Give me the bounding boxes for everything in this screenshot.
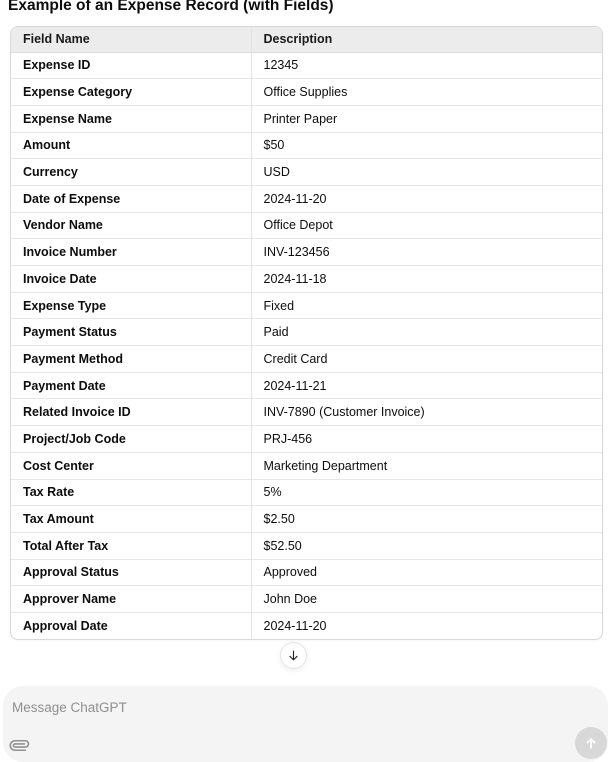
table-row <box>11 559 602 586</box>
arrow-down-icon <box>287 649 300 662</box>
expense-table <box>10 26 603 640</box>
field-name-cell: Approver Name <box>11 586 251 613</box>
col-header-description: Description <box>251 27 602 52</box>
table-row <box>11 52 602 79</box>
col-header-field-name: Field Name <box>11 27 251 52</box>
table-row <box>11 586 602 613</box>
description-cell: Printer Paper <box>251 105 602 132</box>
field-name-cell: Expense Type <box>11 292 251 319</box>
field-name-cell: Expense ID <box>23 58 91 73</box>
table-row <box>11 212 602 239</box>
table-row <box>11 105 602 132</box>
table-row <box>11 506 602 533</box>
description-cell: USD <box>251 159 602 186</box>
description-cell: PRJ-456 <box>251 426 602 453</box>
table-row <box>11 266 602 293</box>
field-name-cell: Vendor Name <box>11 212 251 239</box>
description-cell: 12345 <box>251 52 602 79</box>
arrow-up-icon <box>583 735 599 751</box>
description-cell: $50 <box>251 132 602 159</box>
description-cell: Paid <box>251 319 602 346</box>
message-input[interactable]: Message ChatGPT <box>12 700 127 715</box>
field-name-cell: Related Invoice ID <box>11 399 251 426</box>
table-row <box>11 239 602 266</box>
description-cell: 2024-11-20 <box>251 612 602 639</box>
table-row <box>11 159 602 186</box>
field-name-cell: Expense Category <box>11 79 251 106</box>
field-name-cell: Invoice Number <box>11 239 251 266</box>
table-row <box>11 346 602 373</box>
description-cell: Approved <box>251 559 602 586</box>
field-name-cell: Cost Center <box>11 452 251 479</box>
field-name-cell: Approval Date <box>11 612 251 639</box>
table-row <box>11 79 602 106</box>
table-row <box>11 532 602 559</box>
field-name-cell: Tax Amount <box>11 506 251 533</box>
field-name-cell: Project/Job Code <box>11 426 251 453</box>
table-header-row <box>11 27 602 52</box>
paperclip-icon <box>10 736 29 755</box>
table-row <box>11 612 602 639</box>
description-cell: $2.50 <box>251 506 602 533</box>
table-row <box>11 452 602 479</box>
table-row <box>11 292 602 319</box>
message-composer[interactable] <box>3 686 608 762</box>
field-name-cell: Approval Status <box>11 559 251 586</box>
description-cell: $52.50 <box>251 532 602 559</box>
field-name-cell: Total After Tax <box>11 532 251 559</box>
table-row <box>11 372 602 399</box>
expense-record-table <box>11 27 602 639</box>
table-row <box>11 319 602 346</box>
description-cell: John Doe <box>251 586 602 613</box>
description-cell: Office Supplies <box>251 79 602 106</box>
description-cell: INV-7890 (Customer Invoice) <box>251 399 602 426</box>
description-cell: 2024-11-18 <box>251 266 602 293</box>
field-name-cell: Amount <box>11 132 251 159</box>
field-name-cell: Expense Name <box>11 105 251 132</box>
field-name-cell: Invoice Date <box>11 266 251 293</box>
send-button[interactable] <box>575 727 607 759</box>
table-row <box>11 479 602 506</box>
field-name-cell: Date of Expense <box>11 185 251 212</box>
field-name-cell: Payment Method <box>11 346 251 373</box>
description-cell: Credit Card <box>251 346 602 373</box>
description-cell: 5% <box>251 479 602 506</box>
field-name-cell: Tax Rate <box>11 479 251 506</box>
table-row <box>11 132 602 159</box>
description-cell: Office Depot <box>251 212 602 239</box>
page-title: Example of an Expense Record (with Fields) <box>8 0 334 14</box>
field-name-cell: Currency <box>11 159 251 186</box>
table-row <box>11 426 602 453</box>
description-cell: INV-123456 <box>251 239 602 266</box>
attach-button[interactable] <box>6 732 32 758</box>
description-cell: Marketing Department <box>251 452 602 479</box>
table-row <box>11 185 602 212</box>
scroll-to-bottom-button[interactable] <box>280 642 307 669</box>
expense-table-body <box>11 52 602 639</box>
description-cell: 2024-11-20 <box>251 185 602 212</box>
description-cell: Fixed <box>251 292 602 319</box>
description-cell: 2024-11-21 <box>251 372 602 399</box>
table-row <box>11 399 602 426</box>
field-name-cell: Payment Date <box>11 372 251 399</box>
field-name-cell: Payment Status <box>11 319 251 346</box>
